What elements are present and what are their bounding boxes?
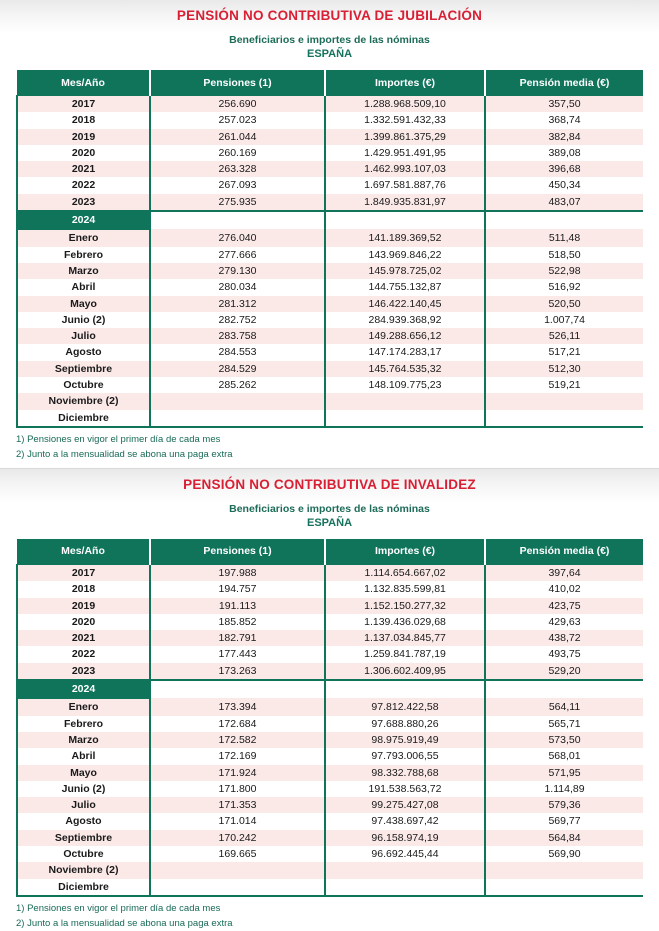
table-row xyxy=(17,614,643,630)
cell-pensiones: 172.169 xyxy=(150,748,325,764)
cell-importes: 191.538.563,72 xyxy=(325,781,485,797)
cell-importes: 96.158.974,19 xyxy=(325,830,485,846)
cell-pensiones: 194.757 xyxy=(150,581,325,597)
column-header-3: Pensión media (€) xyxy=(485,70,643,96)
cell-media: 493,75 xyxy=(485,646,643,662)
cell-media: 565,71 xyxy=(485,716,643,732)
cell-pensiones: 261.044 xyxy=(150,129,325,145)
cell-pensiones: 172.684 xyxy=(150,716,325,732)
cell-mes: Noviembre (2) xyxy=(17,862,150,878)
cell-importes: 146.422.140,45 xyxy=(325,296,485,312)
footnote-1: 1) Pensiones en vigor el primer día de cada mes xyxy=(16,433,221,445)
section-subtitle: Beneficiarios e importes de las nóminas xyxy=(229,34,430,46)
cell-mes: Agosto xyxy=(17,813,150,829)
cell-importes: 98.975.919,49 xyxy=(325,732,485,748)
cell-mes: 2019 xyxy=(17,129,150,145)
cell-importes: 1.332.591.432,33 xyxy=(325,112,485,128)
cell-media xyxy=(485,862,643,878)
cell-mes: Agosto xyxy=(17,344,150,360)
cell-media: 396,68 xyxy=(485,161,643,177)
cell-mes: Abril xyxy=(17,748,150,764)
cell-pensiones: 285.262 xyxy=(150,377,325,393)
table-row xyxy=(17,732,643,748)
cell-year-header: 2024 xyxy=(17,680,150,698)
section-country-label: ESPAÑA xyxy=(306,516,353,529)
cell-importes: 1.259.841.787,19 xyxy=(325,646,485,662)
cell-media: 511,48 xyxy=(485,229,643,246)
table-row xyxy=(17,781,643,797)
cell-media: 564,84 xyxy=(485,830,643,846)
cell-mes: Febrero xyxy=(17,716,150,732)
cell-pensiones: 260.169 xyxy=(150,145,325,161)
cell-media: 410,02 xyxy=(485,581,643,597)
cell-pensiones: 282.752 xyxy=(150,312,325,328)
cell-mes: Marzo xyxy=(17,732,150,748)
footnote-2: 2) Junto a la mensualidad se abona una paga extra xyxy=(16,917,233,929)
cell-importes: 96.692.445,44 xyxy=(325,846,485,862)
cell-mes: Junio (2) xyxy=(17,781,150,797)
cell-media: 529,20 xyxy=(485,663,643,680)
cell-importes xyxy=(325,879,485,896)
cell-mes: 2017 xyxy=(17,96,150,113)
table-row xyxy=(17,630,643,646)
cell-mes: Mayo xyxy=(17,296,150,312)
section-subtitle: Beneficiarios e importes de las nóminas xyxy=(229,502,430,515)
cell-mes: 2022 xyxy=(17,177,150,193)
table-row xyxy=(17,879,643,896)
table-row xyxy=(17,564,643,581)
cell-pensiones xyxy=(150,879,325,896)
table-header xyxy=(17,539,643,565)
table-row xyxy=(17,377,643,393)
table-row xyxy=(17,765,643,781)
cell-mes: Enero xyxy=(17,698,150,715)
cell-pensiones: 182.791 xyxy=(150,630,325,646)
table-header-row xyxy=(17,539,643,565)
table-row xyxy=(17,129,643,145)
cell-importes xyxy=(325,862,485,878)
cell-importes: 1.288.968.509,10 xyxy=(325,96,485,113)
cell-pensiones xyxy=(150,410,325,427)
table-row xyxy=(17,830,643,846)
cell-pensiones: 263.328 xyxy=(150,161,325,177)
cell-importes: 149.288.656,12 xyxy=(325,328,485,344)
cell-pensiones: 267.093 xyxy=(150,177,325,193)
cell-importes: 1.132.835.599,81 xyxy=(325,581,485,597)
cell-importes: 148.109.775,23 xyxy=(325,377,485,393)
cell-media xyxy=(485,879,643,896)
cell-pensiones: 256.690 xyxy=(150,96,325,113)
cell-pensiones: 284.553 xyxy=(150,344,325,360)
cell-pensiones: 169.665 xyxy=(150,846,325,862)
cell-empty xyxy=(150,680,325,698)
cell-mes: Diciembre xyxy=(17,410,150,427)
cell-mes: Septiembre xyxy=(17,830,150,846)
cell-media: 569,77 xyxy=(485,813,643,829)
cell-pensiones: 177.443 xyxy=(150,646,325,662)
cell-pensiones xyxy=(150,393,325,409)
cell-media: 526,11 xyxy=(485,328,643,344)
table-row xyxy=(17,797,643,813)
cell-media: 519,21 xyxy=(485,377,643,393)
cell-year-header: 2024 xyxy=(17,211,150,229)
cell-media: 1.114,89 xyxy=(485,781,643,797)
footnote-2: 2) Junto a la mensualidad se abona una paga extra xyxy=(16,448,233,460)
cell-mes: 2023 xyxy=(17,194,150,211)
cell-importes: 144.755.132,87 xyxy=(325,279,485,295)
cell-mes: 2021 xyxy=(17,630,150,646)
table-row xyxy=(17,194,643,211)
table-row xyxy=(17,296,643,312)
cell-pensiones: 280.034 xyxy=(150,279,325,295)
table-row xyxy=(17,161,643,177)
cell-media: 516,92 xyxy=(485,279,643,295)
column-header-2: Importes (€) xyxy=(325,539,485,565)
cell-mes: 2019 xyxy=(17,598,150,614)
table-body xyxy=(17,96,643,427)
cell-mes: Diciembre xyxy=(17,879,150,896)
table-row xyxy=(17,263,643,279)
cell-media: 568,01 xyxy=(485,748,643,764)
cell-pensiones: 257.023 xyxy=(150,112,325,128)
footnotes xyxy=(16,901,659,931)
cell-mes: Junio (2) xyxy=(17,312,150,328)
cell-pensiones: 171.014 xyxy=(150,813,325,829)
table-body xyxy=(17,564,643,895)
table-row xyxy=(17,229,643,246)
cell-pensiones: 281.312 xyxy=(150,296,325,312)
cell-media: 522,98 xyxy=(485,263,643,279)
column-header-3: Pensión media (€) xyxy=(485,539,643,565)
pension-table xyxy=(16,539,643,897)
cell-importes: 97.793.006,55 xyxy=(325,748,485,764)
cell-mes: Septiembre xyxy=(17,361,150,377)
year-header-row xyxy=(17,211,643,229)
cell-pensiones: 185.852 xyxy=(150,614,325,630)
table-row xyxy=(17,663,643,680)
cell-media: 450,34 xyxy=(485,177,643,193)
table-row xyxy=(17,598,643,614)
cell-mes: 2022 xyxy=(17,646,150,662)
cell-importes: 145.978.725,02 xyxy=(325,263,485,279)
section-title: PENSIÓN NO CONTRIBUTIVA DE INVALIDEZ xyxy=(183,476,476,492)
cell-pensiones: 173.263 xyxy=(150,663,325,680)
table-row xyxy=(17,748,643,764)
pension-table xyxy=(16,70,643,428)
cell-importes: 143.969.846,22 xyxy=(325,247,485,263)
cell-importes: 1.429.951.491,95 xyxy=(325,145,485,161)
cell-pensiones: 283.758 xyxy=(150,328,325,344)
cell-pensiones: 275.935 xyxy=(150,194,325,211)
table-header xyxy=(17,70,643,96)
cell-importes: 1.849.935.831,97 xyxy=(325,194,485,211)
cell-pensiones: 170.242 xyxy=(150,830,325,846)
cell-media: 389,08 xyxy=(485,145,643,161)
section-content xyxy=(0,469,659,931)
cell-media: 423,75 xyxy=(485,598,643,614)
cell-importes: 147.174.283,17 xyxy=(325,344,485,360)
cell-mes: Abril xyxy=(17,279,150,295)
cell-importes: 1.152.150.277,32 xyxy=(325,598,485,614)
cell-mes: Noviembre (2) xyxy=(17,393,150,409)
cell-media: 564,11 xyxy=(485,698,643,715)
cell-importes: 1.137.034.845,77 xyxy=(325,630,485,646)
year-header-row xyxy=(17,680,643,698)
cell-mes: 2018 xyxy=(17,581,150,597)
cell-media: 517,21 xyxy=(485,344,643,360)
cell-importes: 145.764.535,32 xyxy=(325,361,485,377)
cell-empty xyxy=(325,680,485,698)
cell-media: 357,50 xyxy=(485,96,643,113)
cell-pensiones: 197.988 xyxy=(150,564,325,581)
column-header-0: Mes/Año xyxy=(17,70,150,96)
cell-pensiones: 284.529 xyxy=(150,361,325,377)
cell-media: 512,30 xyxy=(485,361,643,377)
column-header-2: Importes (€) xyxy=(325,70,485,96)
cell-media: 518,50 xyxy=(485,247,643,263)
cell-media xyxy=(485,393,643,409)
table-row xyxy=(17,698,643,715)
table-row xyxy=(17,344,643,360)
table-row xyxy=(17,393,643,409)
section-country-label: ESPAÑA xyxy=(306,48,353,60)
cell-importes: 1.114.654.667,02 xyxy=(325,564,485,581)
cell-importes: 97.688.880,26 xyxy=(325,716,485,732)
cell-media: 579,36 xyxy=(485,797,643,813)
cell-media: 483,07 xyxy=(485,194,643,211)
table-row xyxy=(17,716,643,732)
table-row xyxy=(17,112,643,128)
table-row xyxy=(17,846,643,862)
cell-pensiones: 191.113 xyxy=(150,598,325,614)
cell-empty xyxy=(485,211,643,229)
cell-empty xyxy=(150,211,325,229)
column-header-0: Mes/Año xyxy=(17,539,150,565)
cell-pensiones: 171.353 xyxy=(150,797,325,813)
cell-media: 520,50 xyxy=(485,296,643,312)
cell-mes: Febrero xyxy=(17,247,150,263)
table-header-row xyxy=(17,70,643,96)
cell-importes: 1.697.581.887,76 xyxy=(325,177,485,193)
cell-importes: 1.462.993.107,03 xyxy=(325,161,485,177)
cell-media: 397,64 xyxy=(485,564,643,581)
cell-importes: 1.139.436.029,68 xyxy=(325,614,485,630)
cell-importes xyxy=(325,410,485,427)
cell-media: 571,95 xyxy=(485,765,643,781)
table-row xyxy=(17,581,643,597)
table-row xyxy=(17,96,643,113)
cell-mes: Julio xyxy=(17,797,150,813)
column-header-1: Pensiones (1) xyxy=(150,539,325,565)
cell-importes: 97.812.422,58 xyxy=(325,698,485,715)
cell-importes: 97.438.697,42 xyxy=(325,813,485,829)
table-row xyxy=(17,646,643,662)
cell-mes: 2020 xyxy=(17,614,150,630)
section-title: PENSIÓN NO CONTRIBUTIVA DE JUBILACIÓN xyxy=(176,8,483,23)
cell-importes: 98.332.788,68 xyxy=(325,765,485,781)
cell-mes: Marzo xyxy=(17,263,150,279)
cell-importes: 284.939.368,92 xyxy=(325,312,485,328)
table-row xyxy=(17,410,643,427)
cell-media: 1.007,74 xyxy=(485,312,643,328)
cell-empty xyxy=(325,211,485,229)
cell-pensiones: 277.666 xyxy=(150,247,325,263)
table-row xyxy=(17,312,643,328)
cell-mes: Mayo xyxy=(17,765,150,781)
cell-importes: 99.275.427,08 xyxy=(325,797,485,813)
cell-pensiones: 171.800 xyxy=(150,781,325,797)
pension-section-2 xyxy=(0,469,659,931)
cell-pensiones: 276.040 xyxy=(150,229,325,246)
cell-media: 429,63 xyxy=(485,614,643,630)
cell-pensiones: 171.924 xyxy=(150,765,325,781)
cell-pensiones xyxy=(150,862,325,878)
cell-mes: Enero xyxy=(17,229,150,246)
cell-media xyxy=(485,410,643,427)
cell-media: 368,74 xyxy=(485,112,643,128)
table-row xyxy=(17,177,643,193)
cell-importes: 1.306.602.409,95 xyxy=(325,663,485,680)
table-row xyxy=(17,247,643,263)
table-row xyxy=(17,361,643,377)
cell-media: 569,90 xyxy=(485,846,643,862)
table-row xyxy=(17,813,643,829)
cell-pensiones: 172.582 xyxy=(150,732,325,748)
cell-mes: 2023 xyxy=(17,663,150,680)
footnote-1: 1) Pensiones en vigor el primer día de cada mes xyxy=(16,902,221,914)
cell-pensiones: 173.394 xyxy=(150,698,325,715)
cell-importes: 141.189.369,52 xyxy=(325,229,485,246)
cell-media: 573,50 xyxy=(485,732,643,748)
cell-importes: 1.399.861.375,29 xyxy=(325,129,485,145)
footnotes xyxy=(16,432,659,462)
cell-mes: Octubre xyxy=(17,377,150,393)
cell-importes xyxy=(325,393,485,409)
table-row xyxy=(17,862,643,878)
cell-mes: 2018 xyxy=(17,112,150,128)
cell-media: 382,84 xyxy=(485,129,643,145)
cell-mes: 2021 xyxy=(17,161,150,177)
table-row xyxy=(17,145,643,161)
cell-mes: Octubre xyxy=(17,846,150,862)
column-header-1: Pensiones (1) xyxy=(150,70,325,96)
cell-mes: 2017 xyxy=(17,564,150,581)
cell-media: 438,72 xyxy=(485,630,643,646)
cell-mes: Julio xyxy=(17,328,150,344)
cell-pensiones: 279.130 xyxy=(150,263,325,279)
cell-mes: 2020 xyxy=(17,145,150,161)
cell-empty xyxy=(485,680,643,698)
table-row xyxy=(17,279,643,295)
table-row xyxy=(17,328,643,344)
